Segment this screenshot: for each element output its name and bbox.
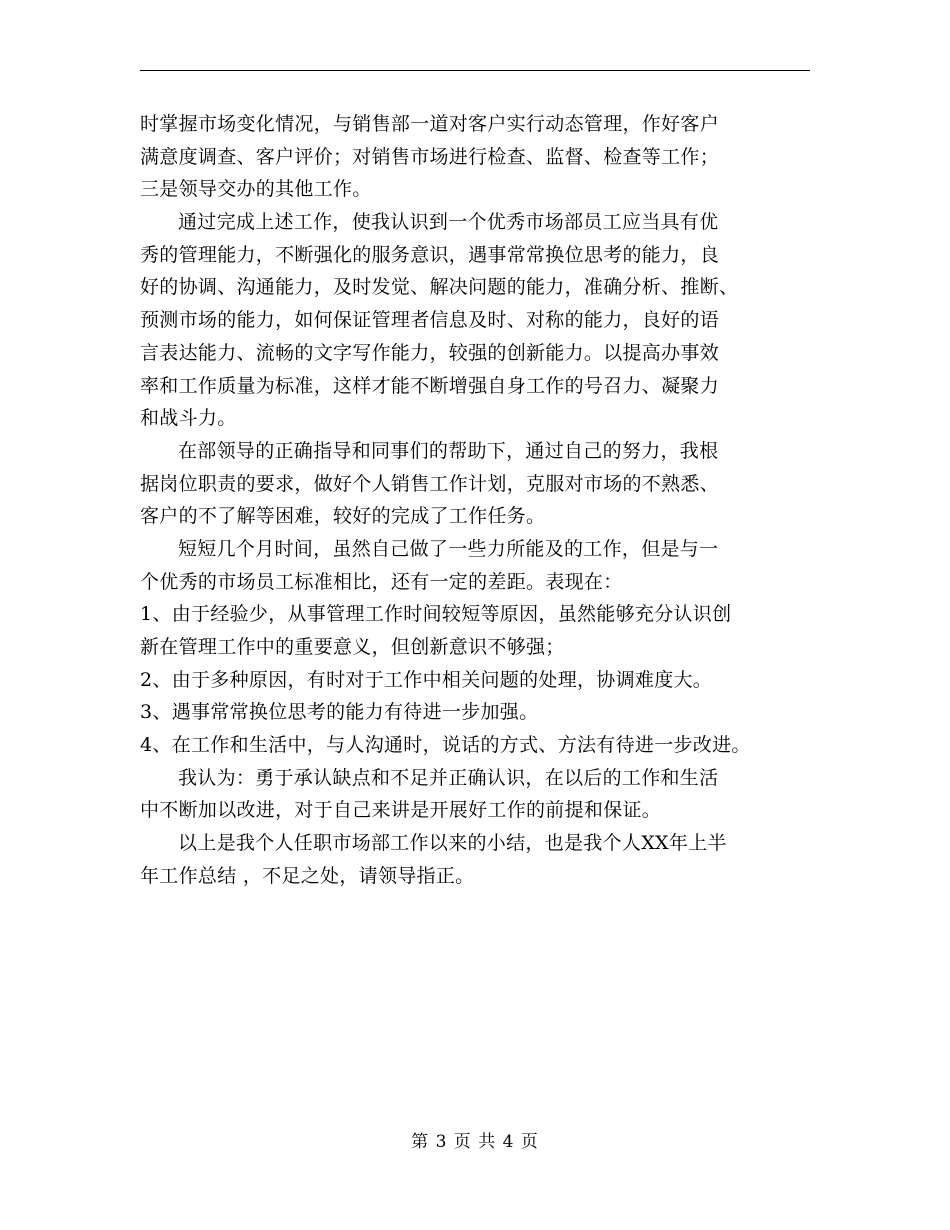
text-line: 我认为：勇于承认缺点和不足并正确认识，在以后的工作和生活 — [178, 766, 719, 789]
text-line: 1、由于经验少，从事管理工作时间较短等原因，虽然能够充分认识创 — [140, 603, 732, 626]
text-line: 预测市场的能力，如何保证管理者信息及时、对称的能力，良好的语 — [140, 309, 720, 332]
text-line: 据岗位职责的要求，做好个人销售工作计划，克服对市场的不熟悉、 — [140, 472, 720, 495]
text-line: 在部领导的正确指导和同事们的帮助下，通过自己的努力，我根 — [178, 439, 719, 462]
page-number-footer: 第 3 页 共 4 页 — [411, 1132, 539, 1152]
text-line: 短短几个月时间，虽然自己做了一些力所能及的工作，但是与一 — [178, 537, 719, 560]
text-line: 客户的不了解等困难，较好的完成了工作任务。 — [140, 505, 546, 528]
text-line: 新在管理工作中的重要意义，但创新意识不够强； — [140, 636, 565, 658]
text-line: 通过完成上述工作，使我认识到一个优秀市场部员工应当具有优 — [178, 211, 719, 234]
document-body — [140, 108, 820, 893]
text-line: 秀的管理能力，不断强化的服务意识，遇事常常换位思考的能力，良 — [140, 243, 720, 266]
text-line: 时掌握市场变化情况，与销售部一道对客户实行动态管理，作好客户 — [140, 113, 720, 135]
text-line: 以上是我个人任职市场部工作以来的小结，也是我个人XX年上半 — [178, 832, 727, 855]
text-line: 个优秀的市场员工标准相比，还有一定的差距。表现在： — [140, 570, 623, 593]
text-line: 言表达能力、流畅的文字写作能力，较强的创新能力。以提高办事效 — [140, 341, 720, 364]
text-line: 中不断加以改进，对于自己来讲是开展好工作的前提和保证。 — [140, 799, 662, 822]
text-line: 满意度调查、客户评价；对销售市场进行检查、监督、检查等工作； — [140, 145, 720, 168]
text-line: 好的协调、沟通能力，及时发觉、解决问题的能力，准确分析、推断、 — [140, 276, 739, 299]
header-divider — [140, 70, 810, 71]
text-line: 率和工作质量为标准，这样才能不断增强自身工作的号召力、凝聚力 — [140, 374, 720, 397]
text-line: 2、由于多种原因，有时对于工作中相关问题的处理，协调难度大。 — [140, 668, 713, 691]
text-line: 4、在工作和生活中，与人沟通时，说话的方式、方法有待进一步改进。 — [140, 734, 751, 757]
text-line: 年工作总结 ，不足之处，请领导指正。 — [140, 864, 475, 887]
text-line: 3、遇事常常换位思考的能力有待进一步加强。 — [140, 701, 539, 724]
text-line: 三是领导交办的其他工作。 — [140, 178, 372, 201]
text-line: 和战斗力。 — [140, 407, 237, 430]
